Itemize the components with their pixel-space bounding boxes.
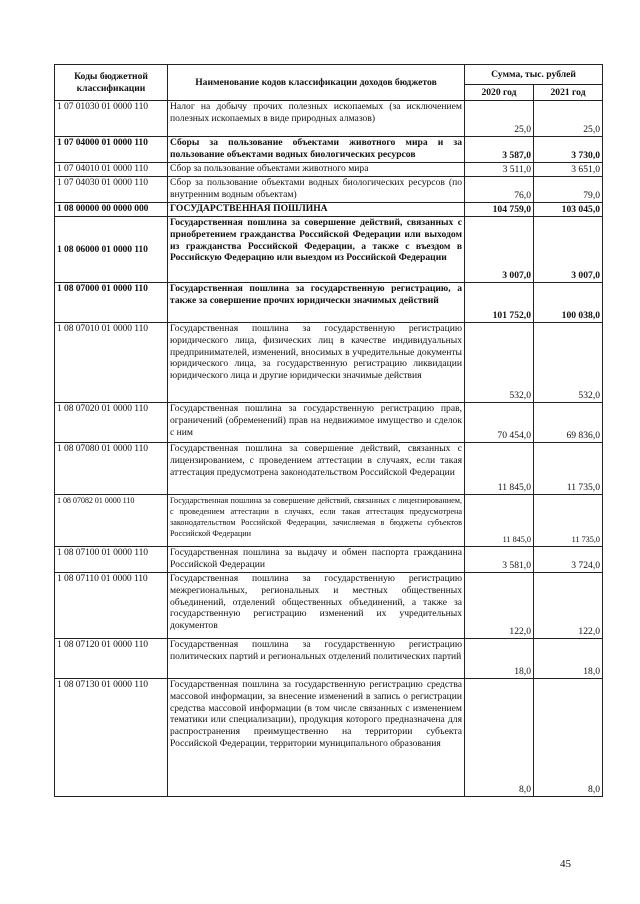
row-code: 1 07 04010 01 0000 110	[55, 163, 168, 177]
table-row	[55, 203, 603, 217]
row-value-2021: 3 651,0	[534, 163, 603, 177]
row-name: Государственная пошлина за государственную регистрацию прав, ограничений (обременений) прав на недвижимое имущество и сделок с ним	[168, 403, 465, 443]
row-name: Государственная пошлина за государственную регистрацию, а также за совершение прочих юридически значимых действий	[168, 283, 465, 323]
row-code: 1 08 07130 01 0000 110	[55, 679, 168, 797]
row-value-2021: 3 007,0	[534, 217, 603, 283]
row-value-2020: 11 845,0	[465, 443, 534, 495]
header-codes: Коды бюджетной классификации	[55, 65, 168, 101]
table-row	[55, 283, 603, 323]
row-code: 1 08 00000 00 0000 000	[55, 203, 168, 217]
table-row	[55, 217, 603, 283]
row-name: Государственная пошлина за государственную регистрацию политических партий и региональных отделений политических партий	[168, 639, 465, 679]
row-value-2020: 532,0	[465, 323, 534, 403]
row-name: Государственная пошлина за выдачу и обмен паспорта гражданина Российской Федерации	[168, 547, 465, 573]
row-name: Государственная пошлина за государственную регистрацию средства массовой информации, за внесение изменений в запись о регистрации средства массовой информации (в том числе связанных с изменением тематики или специализации), продукция которого предназначена для распространения преимущественно на территории субъекта Российской Федерации, территории муниципального образования	[168, 679, 465, 797]
row-code: 1 07 04000 01 0000 110	[55, 137, 168, 163]
header-year-2021: 2021 год	[534, 85, 603, 101]
budget-revenue-table	[54, 64, 603, 797]
row-value-2021: 8,0	[534, 679, 603, 797]
table-row	[55, 573, 603, 639]
table-row	[55, 177, 603, 203]
row-value-2020: 3 007,0	[465, 217, 534, 283]
row-code: 1 08 07010 01 0000 110	[55, 323, 168, 403]
table-row	[55, 137, 603, 163]
row-value-2021: 18,0	[534, 639, 603, 679]
row-name: Сбор за пользование объектами водных биологических ресурсов (по внутренним водным объектам)	[168, 177, 465, 203]
row-name: Налог на добычу прочих полезных ископаемых (за исключением полезных ископаемых в виде природных алмазов)	[168, 101, 465, 137]
row-code: 1 08 07020 01 0000 110	[55, 403, 168, 443]
header-year-2020: 2020 год	[465, 85, 534, 101]
row-value-2020: 3 581,0	[465, 547, 534, 573]
row-value-2020: 70 454,0	[465, 403, 534, 443]
row-name: Государственная пошлина за совершение действий, связанных с лицензированием, с проведением аттестации в случаях, если такая аттестация предусмотрена законодательством Российской Федерации	[168, 443, 465, 495]
row-value-2021: 11 735,0	[534, 495, 603, 547]
row-value-2020: 104 759,0	[465, 203, 534, 217]
row-code: 1 08 07082 01 0000 110	[55, 495, 168, 547]
row-code: 1 07 01030 01 0000 110	[55, 101, 168, 137]
header-name: Наименование кодов классификации доходов бюджетов	[168, 65, 465, 101]
row-value-2021: 25,0	[534, 101, 603, 137]
table-row	[55, 443, 603, 495]
table-row	[55, 323, 603, 403]
table-row	[55, 639, 603, 679]
row-value-2020: 18,0	[465, 639, 534, 679]
row-value-2021: 532,0	[534, 323, 603, 403]
row-name: Государственная пошлина за совершение действий, связанных с лицензированием, с проведением аттестации в случаях, если такая аттестация предусмотрена законодательством Российской Федерации, зачисляемая в бюджеты субъектов Российской Федерации	[168, 495, 465, 547]
row-name: Сбор за пользование объектами животного мира	[168, 163, 465, 177]
row-value-2021: 3 724,0	[534, 547, 603, 573]
row-value-2021: 79,0	[534, 177, 603, 203]
table-row	[55, 679, 603, 797]
table-row	[55, 547, 603, 573]
row-value-2020: 25,0	[465, 101, 534, 137]
row-value-2021: 3 730,0	[534, 137, 603, 163]
row-value-2020: 76,0	[465, 177, 534, 203]
row-code: 1 08 07100 01 0000 110	[55, 547, 168, 573]
table-row	[55, 403, 603, 443]
row-name: ГОСУДАРСТВЕННАЯ ПОШЛИНА	[168, 203, 465, 217]
row-value-2020: 122,0	[465, 573, 534, 639]
row-name: Сборы за пользование объектами животного мира и за пользование объектами водных биологических ресурсов	[168, 137, 465, 163]
row-value-2021: 122,0	[534, 573, 603, 639]
row-name: Государственная пошлина за совершение действий, связанных с приобретением гражданства Российской Федерации или выходом из гражданства Российской Федерации, а также с въездом в Российскую Федерацию или выездом из Российской Федерации	[168, 217, 465, 283]
row-value-2020: 11 845,0	[465, 495, 534, 547]
row-value-2021: 11 735,0	[534, 443, 603, 495]
row-code: 1 07 04030 01 0000 110	[55, 177, 168, 203]
table-row	[55, 495, 603, 547]
row-value-2020: 101 752,0	[465, 283, 534, 323]
table-row	[55, 163, 603, 177]
row-value-2020: 3 511,0	[465, 163, 534, 177]
row-code: 1 08 07120 01 0000 110	[55, 639, 168, 679]
row-value-2021: 100 038,0	[534, 283, 603, 323]
row-code: 1 08 07080 01 0000 110	[55, 443, 168, 495]
header-sum: Сумма, тыс. рублей	[465, 65, 603, 85]
page-number: 45	[560, 858, 571, 870]
row-value-2020: 8,0	[465, 679, 534, 797]
row-code: 1 08 07000 01 0000 110	[55, 283, 168, 323]
row-name: Государственная пошлина за государственную регистрацию юридического лица, физических лиц в качестве индивидуальных предпринимателей, изменений, вносимых в учредительные документы юридического лица, за государственную регистрацию ликвидации юридического лица и другие юридически значимые действия	[168, 323, 465, 403]
row-value-2020: 3 587,0	[465, 137, 534, 163]
row-code: 1 08 06000 01 0000 110	[55, 217, 168, 283]
row-value-2021: 69 836,0	[534, 403, 603, 443]
header-row	[55, 65, 603, 85]
row-value-2021: 103 045,0	[534, 203, 603, 217]
row-code: 1 08 07110 01 0000 110	[55, 573, 168, 639]
row-name: Государственная пошлина за государственную регистрацию межрегиональных, региональных и местных общественных объединений, отделений общественных объединений, а также за государственную регистрацию изменений их учредительных документов	[168, 573, 465, 639]
table-row	[55, 101, 603, 137]
